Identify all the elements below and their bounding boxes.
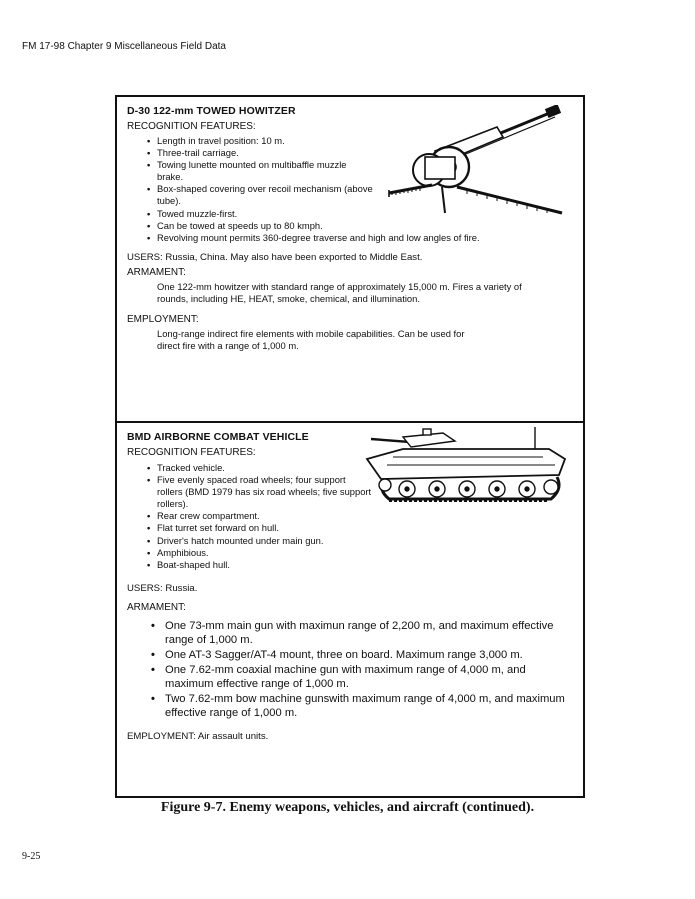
list-item: • One 73-mm main gun with maximun range of 2,200 m, and maximum effective range of 1,000 m. [165,619,575,648]
list-item: • One 7.62-mm coaxial machine gun with maximum range of 4,000 m, and maximum effective range of 1,000 m. [165,663,575,692]
bmd-armament-list [127,619,575,721]
d30-employment-text: Long-range indirect fire elements with mobile capabilities. Can be used for direct fire with a range of 1,000 m. [157,327,465,352]
bmd-armament-label: ARMAMENT: [127,601,186,613]
d30-employment-label: EMPLOYMENT: [127,313,199,325]
list-item: • Tracked vehicle. [157,462,575,474]
howitzer-illustration [387,105,565,217]
list-item: • Can be towed at speeds up to 80 kmph. [157,220,575,232]
list-item: • Revolving mount permits 360-degree traverse and high and low angles of fire. [157,232,575,244]
list-item: • Rear crew compartment. [157,510,575,522]
list-item: • Five evenly spaced road wheels; four support rollers (BMD 1979 has six road wheels; five support rollers). [157,474,372,510]
list-item: • Towing lunette mounted on multibaffle muzzle brake. [157,159,362,183]
list-item: • Boat-shaped hull. [157,559,575,571]
page-number: 9-25 [22,851,41,862]
list-item: • Towed muzzle-first. [157,208,575,220]
bmd-employment: EMPLOYMENT: Air assault units. [127,731,269,742]
bmd-vehicle-illustration [363,427,573,509]
list-item: • Two 7.62-mm bow machine gunswith maximum range of 4,000 m, and maximum effective range of 1,000 m. [165,692,575,721]
bmd-title: BMD AIRBORNE COMBAT VEHICLE [127,431,309,443]
list-item: • Length in travel position: 10 m. [157,135,575,147]
list-item: • One AT-3 Sagger/AT-4 mount, three on board. Maximum range 3,000 m. [165,648,540,663]
bmd-recognition-label: RECOGNITION FEATURES: [127,447,256,458]
section-divider [117,421,583,423]
d30-armament-label: ARMAMENT: [127,266,186,278]
figure-caption: Figure 9-7. Enemy weapons, vehicles, and aircraft (continued). [160,800,535,815]
list-item: • Amphibious. [157,547,575,559]
d30-armament-text: One 122-mm howitzer with standard range of approximately 15,000 m. Fires a variety of rounds, including HE, HEAT, smoke, chemical, and illumination. [157,280,522,305]
d30-users: USERS: Russia, China. May also have been exported to Middle East. [127,251,423,263]
list-item: • Three-trail carriage. [157,147,575,159]
list-item: • Flat turret set forward on hull. [157,522,575,534]
figure-frame [115,95,585,798]
list-item: • Driver's hatch mounted under main gun. [157,535,575,547]
running-header: FM 17-98 Chapter 9 Miscellaneous Field Data [22,41,226,52]
d30-recognition-label: RECOGNITION FEATURES: [127,121,256,132]
d30-title: D-30 122-mm TOWED HOWITZER [127,105,296,117]
bmd-users: USERS: Russia. [127,582,198,594]
list-item: • Box-shaped covering over recoil mechanism (above tube). [157,183,397,207]
